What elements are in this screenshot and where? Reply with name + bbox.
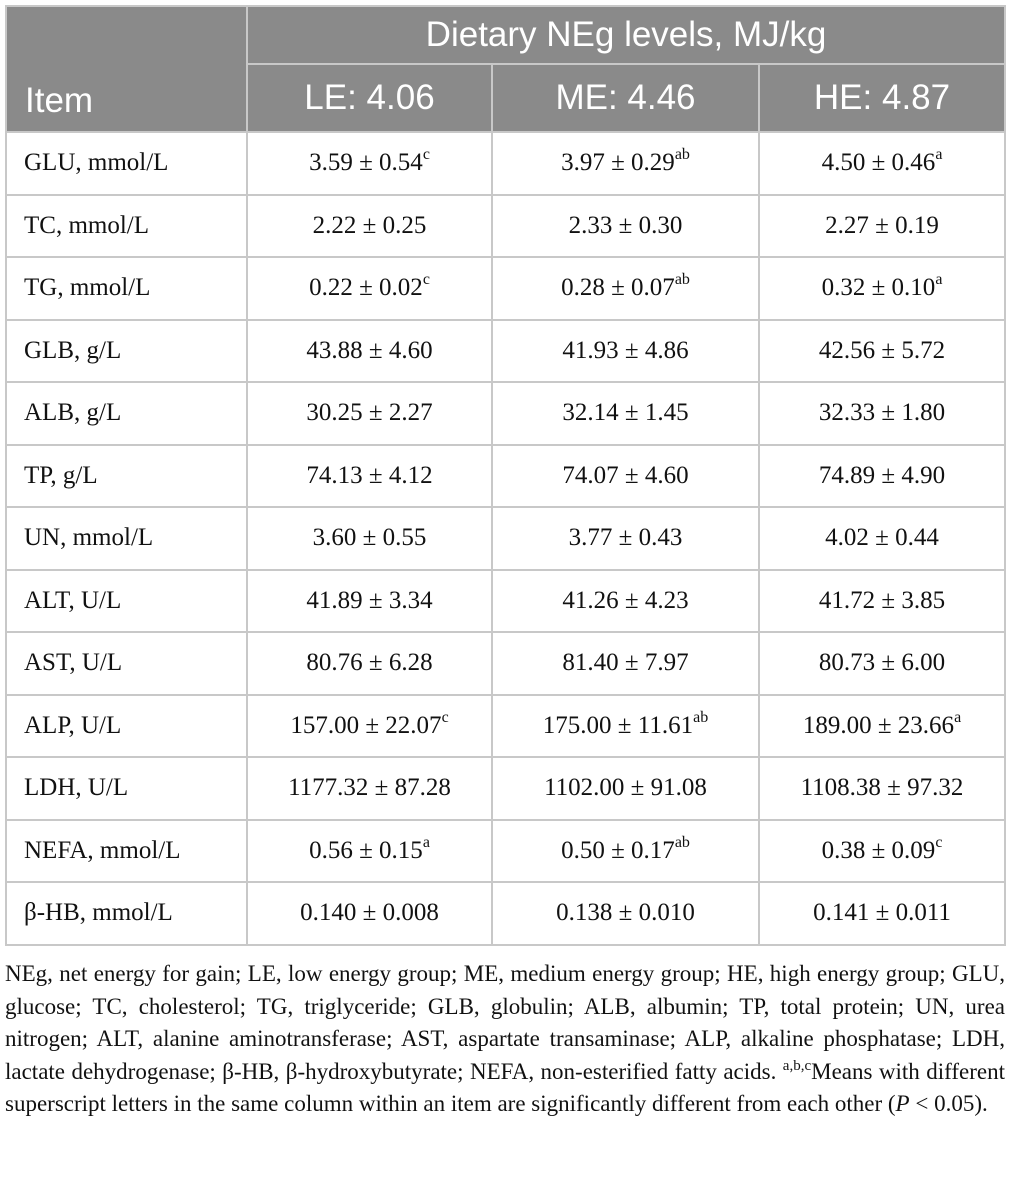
value-group xyxy=(821,146,943,177)
value-cell xyxy=(492,257,759,320)
mean-sd-value: 157.00 ± 22.07 xyxy=(290,711,442,739)
footnote-p-symbol: P xyxy=(895,1091,910,1116)
value-cell xyxy=(759,257,1005,320)
value-group xyxy=(801,774,964,802)
table-row xyxy=(6,882,1005,945)
value-group xyxy=(561,271,690,302)
value-group xyxy=(561,833,690,865)
row-item-label: LDH, U/L xyxy=(6,757,247,820)
mean-sd-value: 2.27 ± 0.19 xyxy=(825,211,939,239)
mean-sd-value: 4.50 ± 0.46 xyxy=(821,149,936,177)
significance-superscript: c xyxy=(422,146,430,164)
column-header-me: ME: 4.46 xyxy=(492,64,759,132)
footnote-p-threshold: < 0.05). xyxy=(909,1091,988,1116)
value-cell xyxy=(247,320,492,383)
row-item-label: TP, g/L xyxy=(6,445,247,508)
value-cell xyxy=(247,382,492,445)
value-cell xyxy=(759,695,1005,758)
value-group xyxy=(306,462,432,490)
value-group xyxy=(825,524,939,552)
mean-sd-value: 0.141 ± 0.011 xyxy=(813,899,951,927)
value-group xyxy=(562,337,688,365)
mean-sd-value: 0.32 ± 0.10 xyxy=(821,274,936,302)
value-cell xyxy=(492,695,759,758)
value-cell xyxy=(247,257,492,320)
value-group xyxy=(825,212,939,240)
row-item-label: ALP, U/L xyxy=(6,695,247,758)
row-item-label: TC, mmol/L xyxy=(6,195,247,258)
value-group xyxy=(300,899,439,927)
mean-sd-value: 0.38 ± 0.09 xyxy=(821,836,936,864)
value-cell xyxy=(492,320,759,383)
table-header xyxy=(6,6,1005,132)
significance-superscript: a xyxy=(954,708,962,726)
value-cell xyxy=(759,570,1005,633)
value-cell xyxy=(759,882,1005,945)
row-item-label: ALT, U/L xyxy=(6,570,247,633)
mean-sd-value: 3.59 ± 0.54 xyxy=(309,149,423,177)
row-item-label: TG, mmol/L xyxy=(6,257,247,320)
row-item-label: NEFA, mmol/L xyxy=(6,820,247,883)
table-row xyxy=(6,320,1005,383)
row-item-label: β-HB, mmol/L xyxy=(6,882,247,945)
value-group xyxy=(562,649,688,677)
value-group xyxy=(313,212,427,240)
dietary-neg-group-header: Dietary NEg levels, MJ/kg xyxy=(247,6,1005,64)
value-cell xyxy=(759,320,1005,383)
value-group xyxy=(562,399,688,427)
value-cell xyxy=(492,382,759,445)
table-row xyxy=(6,445,1005,508)
value-cell xyxy=(759,632,1005,695)
mean-sd-value: 3.97 ± 0.29 xyxy=(561,149,675,177)
value-group xyxy=(306,649,432,677)
value-group xyxy=(569,524,683,552)
value-cell xyxy=(492,195,759,258)
mean-sd-value: 0.22 ± 0.02 xyxy=(309,274,423,302)
row-item-label: ALB, g/L xyxy=(6,382,247,445)
value-group xyxy=(309,146,430,177)
mean-sd-value: 81.40 ± 7.97 xyxy=(562,649,689,677)
value-cell xyxy=(492,570,759,633)
significance-superscript: ab xyxy=(674,146,690,164)
value-cell xyxy=(247,882,492,945)
row-item-label: AST, U/L xyxy=(6,632,247,695)
mean-sd-value: 41.72 ± 3.85 xyxy=(818,586,946,614)
value-cell xyxy=(759,757,1005,820)
mean-sd-value: 41.93 ± 4.86 xyxy=(562,336,689,364)
significance-superscript: a xyxy=(935,146,943,164)
table-row xyxy=(6,757,1005,820)
value-group xyxy=(544,774,707,802)
value-cell xyxy=(492,445,759,508)
table-row xyxy=(6,820,1005,883)
significance-superscript: ab xyxy=(674,833,690,851)
table-row xyxy=(6,695,1005,758)
value-group xyxy=(309,833,430,865)
value-group xyxy=(562,462,688,490)
mean-sd-value: 1108.38 ± 97.32 xyxy=(800,774,964,802)
value-group xyxy=(309,271,430,302)
table-row xyxy=(6,132,1005,195)
table-row xyxy=(6,257,1005,320)
table-row xyxy=(6,382,1005,445)
value-cell xyxy=(247,195,492,258)
significance-superscript: ab xyxy=(674,271,690,289)
mean-sd-value: 41.26 ± 4.23 xyxy=(562,586,689,614)
mean-sd-value: 80.76 ± 6.28 xyxy=(306,649,433,677)
value-cell xyxy=(247,757,492,820)
mean-sd-value: 0.140 ± 0.008 xyxy=(300,899,439,927)
value-group xyxy=(819,337,945,365)
mean-sd-value: 0.50 ± 0.17 xyxy=(561,836,675,864)
value-group xyxy=(288,774,451,802)
value-group xyxy=(569,212,683,240)
value-cell xyxy=(247,507,492,570)
value-cell xyxy=(247,820,492,883)
significance-superscript: c xyxy=(422,271,430,289)
blood-parameters-table xyxy=(5,5,1006,946)
column-header-le: LE: 4.06 xyxy=(247,64,492,132)
item-column-header: Item xyxy=(6,6,247,132)
value-cell xyxy=(492,820,759,883)
significance-superscript: c xyxy=(441,708,449,726)
mean-sd-value: 80.73 ± 6.00 xyxy=(818,649,946,677)
mean-sd-value: 43.88 ± 4.60 xyxy=(306,336,433,364)
mean-sd-value: 74.07 ± 4.60 xyxy=(562,461,689,489)
value-group xyxy=(819,399,945,427)
mean-sd-value: 1102.00 ± 91.08 xyxy=(544,774,707,802)
value-cell xyxy=(247,445,492,508)
value-cell xyxy=(759,507,1005,570)
value-cell xyxy=(492,507,759,570)
value-group xyxy=(819,587,945,615)
value-group xyxy=(813,899,951,927)
value-group xyxy=(306,337,432,365)
table-footnote xyxy=(5,958,1005,1121)
value-group xyxy=(542,708,709,740)
mean-sd-value: 1177.32 ± 87.28 xyxy=(288,774,451,802)
value-cell xyxy=(247,695,492,758)
value-cell xyxy=(247,132,492,195)
value-group xyxy=(561,146,690,177)
value-cell xyxy=(759,820,1005,883)
mean-sd-value: 0.138 ± 0.010 xyxy=(556,899,695,927)
data-table-container xyxy=(5,5,1004,946)
mean-sd-value: 189.00 ± 23.66 xyxy=(802,711,955,739)
value-group xyxy=(819,462,945,490)
row-item-label: GLB, g/L xyxy=(6,320,247,383)
footnote-superscript: a,b,c xyxy=(782,1057,812,1074)
value-group xyxy=(819,649,945,677)
mean-sd-value: 32.14 ± 1.45 xyxy=(562,399,689,427)
value-cell xyxy=(492,132,759,195)
value-cell xyxy=(247,632,492,695)
value-cell xyxy=(492,632,759,695)
significance-superscript: ab xyxy=(693,708,709,726)
value-group xyxy=(290,708,449,740)
value-cell xyxy=(759,132,1005,195)
value-group xyxy=(556,899,695,927)
value-cell xyxy=(492,757,759,820)
value-cell xyxy=(247,570,492,633)
mean-sd-value: 4.02 ± 0.44 xyxy=(825,524,939,552)
value-group xyxy=(306,399,432,427)
mean-sd-value: 74.13 ± 4.12 xyxy=(306,461,433,489)
table-row xyxy=(6,195,1005,258)
value-group xyxy=(821,271,943,302)
footnote-significance-text: Means with different superscript letters in the same column within an item are significantly different from each other ( xyxy=(5,1058,1006,1116)
significance-superscript: c xyxy=(935,833,943,851)
value-group xyxy=(821,833,943,865)
mean-sd-value: 2.22 ± 0.25 xyxy=(312,211,427,239)
table-row xyxy=(6,570,1005,633)
mean-sd-value: 3.77 ± 0.43 xyxy=(568,524,683,552)
value-cell xyxy=(759,445,1005,508)
value-group xyxy=(313,524,427,552)
footnote-abbreviations: NEg, net energy for gain; LE, low energy group; ME, medium energy group; HE, high energy group; GLU, glucose; TC, cholesterol; TG, triglyceride; GLB, globulin; ALB, albumin; TP, total protein; UN, urea nitrogen; ALT, alanine aminotransferase; AST, aspartate transaminase; ALP, alkaline phosphatase; LDH, lactate dehydrogenase; β-HB, β-hydroxybutyrate; NEFA, non-esterified fatty acids. xyxy=(5,961,1005,1084)
value-group xyxy=(306,587,432,615)
value-cell xyxy=(759,382,1005,445)
value-cell xyxy=(759,195,1005,258)
mean-sd-value: 0.56 ± 0.15 xyxy=(309,836,423,864)
mean-sd-value: 74.89 ± 4.90 xyxy=(818,461,946,489)
value-group xyxy=(562,587,688,615)
mean-sd-value: 30.25 ± 2.27 xyxy=(306,399,433,427)
mean-sd-value: 42.56 ± 5.72 xyxy=(818,336,946,364)
mean-sd-value: 0.28 ± 0.07 xyxy=(561,274,675,302)
column-header-he: HE: 4.87 xyxy=(759,64,1005,132)
mean-sd-value: 2.33 ± 0.30 xyxy=(568,211,683,239)
table-body xyxy=(6,132,1005,945)
table-row xyxy=(6,632,1005,695)
value-cell xyxy=(492,882,759,945)
significance-superscript: a xyxy=(935,271,943,289)
significance-superscript: a xyxy=(422,833,430,851)
value-group xyxy=(802,708,962,740)
mean-sd-value: 32.33 ± 1.80 xyxy=(818,399,946,427)
mean-sd-value: 3.60 ± 0.55 xyxy=(312,524,427,552)
mean-sd-value: 175.00 ± 11.61 xyxy=(542,711,694,739)
table-row xyxy=(6,507,1005,570)
row-item-label: UN, mmol/L xyxy=(6,507,247,570)
mean-sd-value: 41.89 ± 3.34 xyxy=(306,586,433,614)
row-item-label: GLU, mmol/L xyxy=(6,132,247,195)
